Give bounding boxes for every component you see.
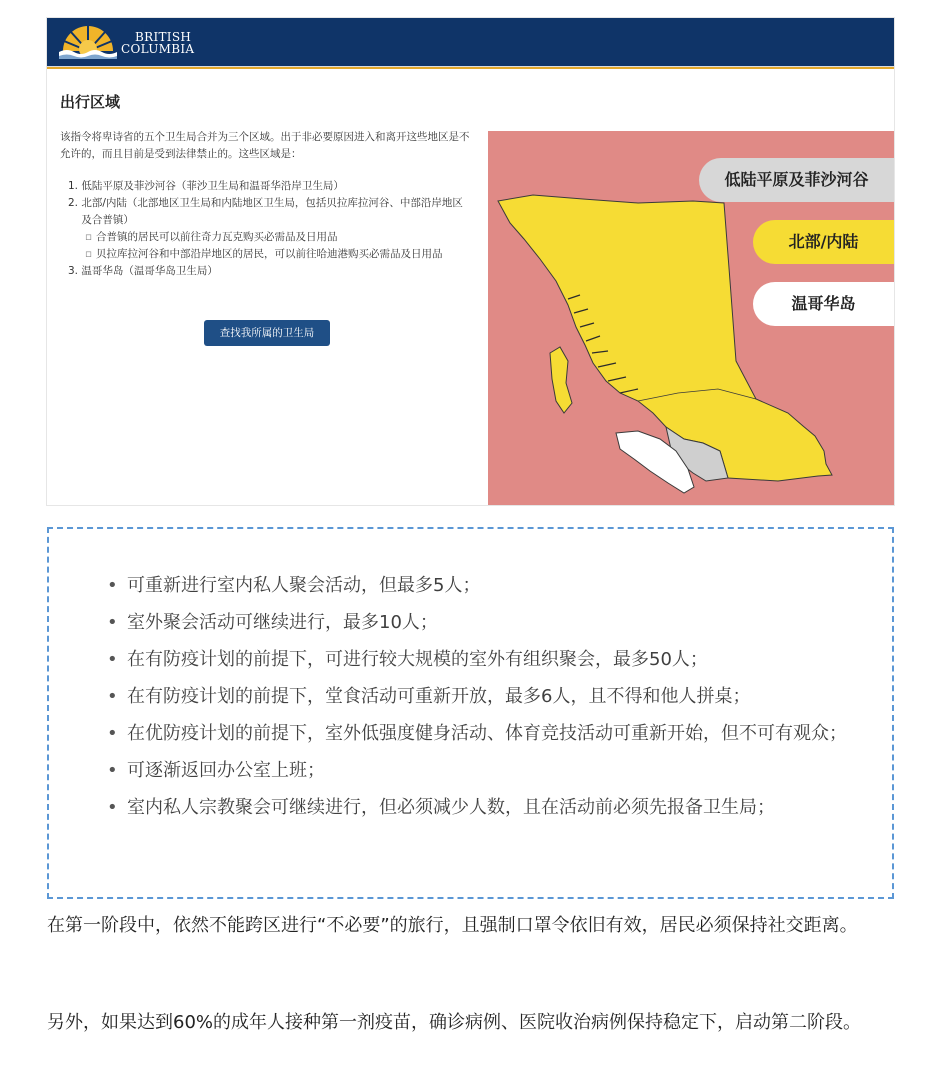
region-text: 温哥华岛（温哥华岛卫生局）	[81, 265, 218, 277]
restriction-item	[107, 678, 857, 715]
restriction-text: 在有防疫计划的前提下，堂食活动可重新开放，最多6人，且不得和他人拼桌；	[127, 686, 751, 707]
restriction-item	[107, 641, 857, 678]
region-map	[488, 131, 894, 505]
bc-screenshot	[47, 18, 894, 505]
region-text: 低陆平原及菲沙河谷（菲沙卫生局和温哥华沿岸卫生局）	[81, 180, 344, 192]
region-subitem	[60, 229, 480, 246]
bullet-icon: •	[107, 649, 118, 670]
restriction-text: 室外聚会活动可继续进行，最多10人；	[127, 612, 438, 633]
sub-bullet-icon: ▫	[85, 248, 93, 260]
bc-header-bar	[47, 18, 894, 69]
restriction-item	[107, 752, 857, 789]
region-text: 北部/内陆（北部地区卫生局和内陆地区卫生局，包括贝拉库拉河谷、中部沿岸地区及合普镇）	[81, 197, 463, 226]
region-list	[60, 178, 480, 280]
restriction-text: 可重新进行室内私人聚会活动，但最多5人；	[127, 575, 481, 596]
bullet-icon: •	[107, 686, 118, 707]
region-number: 2.	[68, 197, 79, 209]
restriction-item	[107, 604, 857, 641]
restriction-text: 在有防疫计划的前提下，可进行较大规模的室外有组织聚会，最多50人；	[127, 649, 708, 670]
logo-line-2: COLUMBIA	[121, 42, 195, 56]
restriction-text: 可逐渐返回办公室上班；	[127, 760, 325, 781]
section-title: 出行区域	[60, 93, 121, 111]
map-label-north-interior: 北部/内陆	[753, 220, 894, 264]
find-health-authority-button[interactable]: 查找我所属的卫生局	[204, 320, 330, 346]
travel-region-panel	[47, 69, 487, 505]
paragraph-phase-one: 在第一阶段中，依然不能跨区进行“不必要”的旅行，且强制口罩令依旧有效，居民必须保持社交距离。	[47, 915, 858, 936]
restriction-item	[107, 567, 857, 604]
region-subitem-text: 合普镇的居民可以前往奇力瓦克购买必需品及日用品	[96, 231, 338, 243]
bullet-icon: •	[107, 575, 118, 596]
restriction-notice-box	[47, 527, 894, 899]
restriction-item	[107, 789, 857, 826]
title-divider	[47, 66, 894, 67]
sub-bullet-icon: ▫	[85, 231, 93, 243]
restriction-text: 在优防疫计划的前提下，室外低强度健身活动、体育竞技活动可重新开始，但不可有观众；	[127, 723, 847, 744]
region-number: 3.	[68, 265, 79, 277]
restriction-list	[107, 567, 857, 826]
region-subitem	[60, 246, 480, 263]
bullet-icon: •	[107, 612, 118, 633]
region-item	[60, 195, 480, 229]
region-item	[60, 178, 480, 195]
bullet-icon: •	[107, 760, 118, 781]
map-label-vancouver-island: 温哥华岛	[753, 282, 894, 326]
bc-logo[interactable]	[59, 23, 194, 63]
paragraph-phase-two: 另外，如果达到60%的成年人接种第一剂疫苗，确诊病例、医院收治病例保持稳定下，启动第二阶段。	[47, 1012, 862, 1033]
sun-logo-icon	[59, 25, 117, 59]
bullet-icon: •	[107, 723, 118, 744]
region-subitem-text: 贝拉库拉河谷和中部沿岸地区的居民，可以前往哈迪港购买必需品及日用品	[96, 248, 443, 260]
region-number: 1.	[68, 180, 79, 192]
logo-line-1: BRITISH	[135, 30, 192, 44]
bullet-icon: •	[107, 797, 118, 818]
region-item	[60, 263, 480, 280]
restriction-text: 室内私人宗教聚会可继续进行，但必须减少人数，且在活动前必须先报备卫生局；	[127, 797, 775, 818]
bc-wordmark	[121, 31, 194, 55]
restriction-item	[107, 715, 857, 752]
section-description: 该指令将卑诗省的五个卫生局合并为三个区域。出于非必要原因进入和离开这些地区是不允许的，而且目前是受到法律禁止的。这些区域是：	[60, 131, 470, 160]
map-label-lower-mainland: 低陆平原及菲沙河谷	[699, 158, 894, 202]
